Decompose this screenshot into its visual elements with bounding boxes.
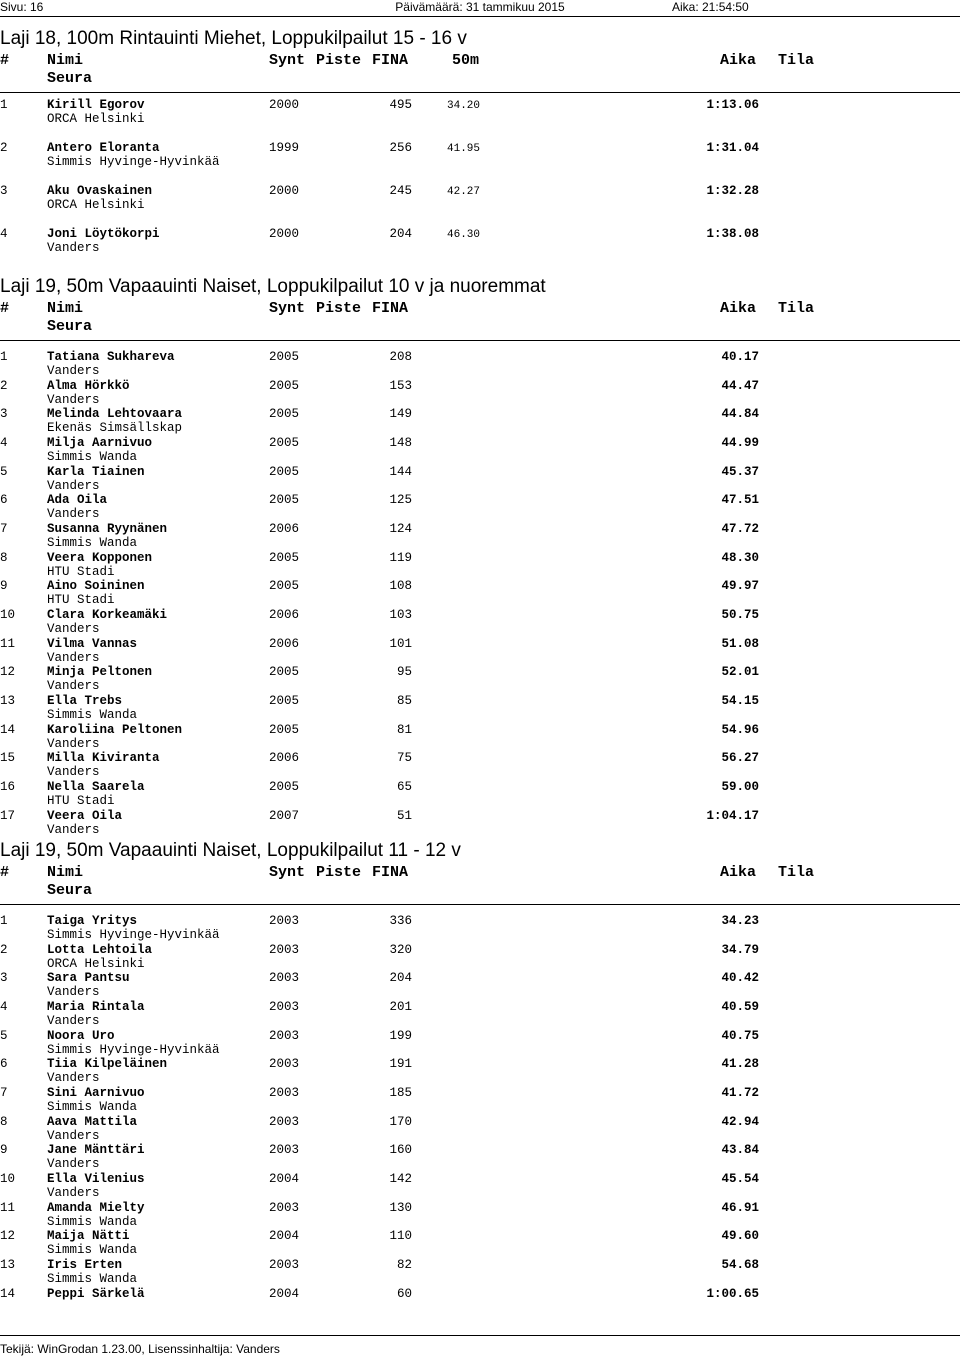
result-row bbox=[0, 141, 960, 169]
club-name: Vanders bbox=[47, 765, 100, 780]
result-rank: 7 bbox=[0, 522, 8, 537]
swimmer-name: Veera Oila bbox=[47, 808, 123, 823]
club-name: Vanders bbox=[47, 392, 100, 407]
swimmer-name: Aava Mattila bbox=[47, 1114, 138, 1129]
col-status-header: Tila bbox=[778, 52, 815, 69]
col-status-header: Tila bbox=[778, 300, 815, 317]
fina-points: 130 bbox=[389, 1200, 412, 1215]
final-time: 45.54 bbox=[721, 1172, 759, 1187]
result-rank: 10 bbox=[0, 1172, 16, 1187]
fina-points: 124 bbox=[389, 522, 412, 537]
col-points-header: Piste bbox=[316, 52, 362, 69]
swimmer-name: Iris Erten bbox=[47, 1258, 123, 1273]
final-time: 40.59 bbox=[721, 1000, 759, 1014]
fina-points: 191 bbox=[389, 1057, 412, 1072]
final-time: 43.84 bbox=[721, 1143, 759, 1158]
swimmer-name: Sini Aarnivuo bbox=[47, 1086, 145, 1101]
result-row bbox=[0, 1000, 960, 1028]
col-rank-header: # bbox=[0, 864, 10, 881]
birth-year: 2003 bbox=[269, 1000, 300, 1014]
result-row bbox=[0, 465, 960, 493]
result-rank: 14 bbox=[0, 1286, 16, 1301]
birth-year: 1999 bbox=[269, 141, 300, 155]
col-split-header: 50m bbox=[452, 52, 480, 69]
result-rank: 3 bbox=[0, 184, 8, 198]
column-header bbox=[0, 300, 960, 336]
birth-year: 2003 bbox=[269, 971, 300, 986]
final-time: 1:38.08 bbox=[706, 227, 759, 241]
birth-year: 2003 bbox=[269, 1028, 300, 1043]
fina-points: 108 bbox=[389, 579, 412, 594]
club-name: HTU Stadi bbox=[47, 593, 115, 608]
birth-year: 2004 bbox=[269, 1286, 300, 1301]
final-time: 40.75 bbox=[721, 1028, 759, 1043]
fina-points: 495 bbox=[389, 98, 412, 112]
col-year-header: Synt bbox=[269, 864, 306, 881]
swimmer-name: Tatiana Sukhareva bbox=[47, 350, 175, 364]
fina-points: 142 bbox=[389, 1172, 412, 1187]
club-name: Simmis Wanda bbox=[47, 536, 138, 551]
column-header bbox=[0, 52, 960, 88]
club-name: Vanders bbox=[47, 650, 100, 665]
swimmer-name: Veera Kopponen bbox=[47, 550, 153, 565]
club-name: Vanders bbox=[47, 507, 100, 522]
club-name: Simmis Wanda bbox=[47, 1272, 138, 1287]
club-name: Vanders bbox=[47, 736, 100, 751]
fina-points: 170 bbox=[389, 1114, 412, 1129]
fina-points: 101 bbox=[389, 636, 412, 651]
result-rank: 11 bbox=[0, 636, 16, 651]
club-name: Vanders bbox=[47, 1014, 100, 1028]
result-row bbox=[0, 1057, 960, 1085]
fina-points: 82 bbox=[396, 1258, 412, 1273]
result-rank: 6 bbox=[0, 1057, 8, 1072]
final-time: 47.51 bbox=[721, 493, 759, 508]
birth-year: 2003 bbox=[269, 1086, 300, 1101]
fina-points: 320 bbox=[389, 942, 412, 957]
fina-points: 75 bbox=[396, 751, 412, 766]
result-row bbox=[0, 694, 960, 722]
col-fina-header: FINA bbox=[372, 52, 409, 69]
birth-year: 2007 bbox=[269, 808, 300, 823]
final-time: 49.60 bbox=[721, 1229, 759, 1244]
col-club-header: Seura bbox=[47, 70, 93, 87]
page-header bbox=[0, 0, 960, 14]
col-points-header: Piste bbox=[316, 864, 362, 881]
final-time: 47.72 bbox=[721, 522, 759, 537]
fina-points: 103 bbox=[389, 608, 412, 623]
swimmer-name: Ella Trebs bbox=[47, 694, 123, 709]
result-row bbox=[0, 1172, 960, 1200]
birth-year: 2004 bbox=[269, 1172, 300, 1187]
print-date: Päivämäärä: 31 tammikuu 2015 bbox=[395, 0, 565, 14]
result-rank: 2 bbox=[0, 378, 8, 393]
final-time: 34.79 bbox=[721, 942, 759, 957]
final-time: 1:13.06 bbox=[706, 98, 759, 112]
fina-points: 204 bbox=[389, 971, 412, 986]
result-row bbox=[0, 522, 960, 550]
col-year-header: Synt bbox=[269, 300, 306, 317]
result-row bbox=[0, 751, 960, 779]
result-row bbox=[0, 579, 960, 607]
final-time: 52.01 bbox=[721, 665, 759, 680]
birth-year: 2003 bbox=[269, 914, 300, 928]
club-name: Vanders bbox=[47, 679, 100, 694]
result-row bbox=[0, 1229, 960, 1257]
result-row bbox=[0, 350, 960, 378]
col-name-header: Nimi bbox=[47, 300, 84, 317]
split-50m: 42.27 bbox=[447, 186, 481, 198]
col-status-header: Tila bbox=[778, 864, 815, 881]
fina-points: 65 bbox=[396, 780, 412, 795]
club-name: Vanders bbox=[47, 1128, 100, 1143]
footer-divider bbox=[0, 1335, 960, 1336]
birth-year: 2000 bbox=[269, 227, 300, 241]
result-row bbox=[0, 407, 960, 435]
result-rank: 1 bbox=[0, 350, 8, 364]
result-rank: 3 bbox=[0, 971, 8, 986]
final-time: 54.15 bbox=[721, 694, 759, 709]
club-name: Simmis Hyvinge-Hyvinkää bbox=[47, 928, 220, 942]
result-rank: 4 bbox=[0, 436, 8, 450]
final-time: 54.96 bbox=[721, 722, 759, 737]
final-time: 48.30 bbox=[721, 550, 759, 565]
birth-year: 2006 bbox=[269, 522, 300, 537]
result-row bbox=[0, 1287, 960, 1315]
swimmer-name: Lotta Lehtoila bbox=[47, 942, 153, 957]
swimmer-name: Maija Nätti bbox=[47, 1229, 130, 1244]
club-name: Simmis Hyvinge-Hyvinkää bbox=[47, 1042, 220, 1057]
final-time: 45.37 bbox=[721, 464, 759, 479]
column-header bbox=[0, 864, 960, 900]
birth-year: 2005 bbox=[269, 579, 300, 594]
fina-points: 125 bbox=[389, 493, 412, 508]
club-name: Simmis Wanda bbox=[47, 1100, 138, 1115]
swimmer-name: Alma Hörkkö bbox=[47, 378, 130, 393]
result-rank: 9 bbox=[0, 579, 8, 594]
result-row bbox=[0, 1143, 960, 1171]
result-rank: 11 bbox=[0, 1200, 16, 1215]
birth-year: 2003 bbox=[269, 1114, 300, 1129]
club-name: HTU Stadi bbox=[47, 794, 115, 809]
result-row bbox=[0, 914, 960, 942]
result-row bbox=[0, 809, 960, 837]
club-name: Vanders bbox=[47, 241, 100, 255]
header-rule bbox=[0, 904, 960, 905]
birth-year: 2005 bbox=[269, 722, 300, 737]
result-row bbox=[0, 436, 960, 464]
col-club-header: Seura bbox=[47, 318, 93, 335]
result-row bbox=[0, 1086, 960, 1114]
swimmer-name: Tiia Kilpeläinen bbox=[47, 1057, 168, 1072]
result-rank: 6 bbox=[0, 493, 8, 508]
col-points-header: Piste bbox=[316, 300, 362, 317]
birth-year: 2006 bbox=[269, 751, 300, 766]
birth-year: 2005 bbox=[269, 436, 300, 450]
birth-year: 2005 bbox=[269, 407, 300, 422]
birth-year: 2006 bbox=[269, 636, 300, 651]
fina-points: 160 bbox=[389, 1143, 412, 1158]
result-rank: 15 bbox=[0, 751, 16, 766]
result-rank: 12 bbox=[0, 665, 16, 680]
col-fina-header: FINA bbox=[372, 864, 409, 881]
fina-points: 60 bbox=[396, 1286, 412, 1301]
club-name: Vanders bbox=[47, 1186, 100, 1201]
club-name: ORCA Helsinki bbox=[47, 956, 145, 971]
swimmer-name: Milja Aarnivuo bbox=[47, 436, 153, 450]
result-row bbox=[0, 1115, 960, 1143]
fina-points: 185 bbox=[389, 1086, 412, 1101]
fina-points: 81 bbox=[396, 722, 412, 737]
swimmer-name: Minja Peltonen bbox=[47, 665, 153, 680]
swimmer-name: Joni Löytökorpi bbox=[47, 227, 160, 241]
fina-points: 199 bbox=[389, 1028, 412, 1043]
result-rank: 8 bbox=[0, 1114, 8, 1129]
col-name-header: Nimi bbox=[47, 864, 84, 881]
swimmer-name: Jane Mänttäri bbox=[47, 1143, 145, 1158]
swimmer-name: Ella Vilenius bbox=[47, 1172, 145, 1187]
final-time: 1:00.65 bbox=[706, 1286, 759, 1301]
fina-points: 51 bbox=[396, 808, 412, 823]
club-name: Simmis Wanda bbox=[47, 1214, 138, 1229]
fina-points: 148 bbox=[389, 436, 412, 450]
birth-year: 2005 bbox=[269, 694, 300, 709]
swimmer-name: Aku Ovaskainen bbox=[47, 184, 153, 198]
birth-year: 2005 bbox=[269, 464, 300, 479]
club-name: Vanders bbox=[47, 985, 100, 1000]
club-name: Vanders bbox=[47, 822, 100, 837]
result-row bbox=[0, 723, 960, 751]
final-time: 51.08 bbox=[721, 636, 759, 651]
swimmer-name: Susanna Ryynänen bbox=[47, 522, 168, 537]
birth-year: 2005 bbox=[269, 665, 300, 680]
final-time: 44.99 bbox=[721, 436, 759, 450]
result-row bbox=[0, 227, 960, 255]
birth-year: 2005 bbox=[269, 780, 300, 795]
swimmer-name: Peppi Särkelä bbox=[47, 1286, 145, 1301]
result-rank: 4 bbox=[0, 1000, 8, 1014]
final-time: 59.00 bbox=[721, 780, 759, 795]
swimmer-name: Karoliina Peltonen bbox=[47, 722, 183, 737]
swimmer-name: Melinda Lehtovaara bbox=[47, 407, 183, 422]
fina-points: 204 bbox=[389, 227, 412, 241]
event-title: Laji 19, 50m Vapaauinti Naiset, Loppukilpailut 11 - 12 v bbox=[0, 840, 461, 861]
result-rank: 13 bbox=[0, 694, 16, 709]
club-name: Vanders bbox=[47, 364, 100, 378]
final-time: 1:32.28 bbox=[706, 184, 759, 198]
header-rule bbox=[0, 92, 960, 93]
swimmer-name: Milla Kiviranta bbox=[47, 751, 160, 766]
final-time: 42.94 bbox=[721, 1114, 759, 1129]
final-time: 49.97 bbox=[721, 579, 759, 594]
result-row bbox=[0, 608, 960, 636]
result-row bbox=[0, 98, 960, 126]
club-name: Simmis Wanda bbox=[47, 450, 138, 464]
result-row bbox=[0, 184, 960, 212]
swimmer-name: Sara Pantsu bbox=[47, 971, 130, 986]
club-name: Simmis Wanda bbox=[47, 708, 138, 723]
header-rule bbox=[0, 340, 960, 341]
swimmer-name: Nella Saarela bbox=[47, 780, 145, 795]
birth-year: 2000 bbox=[269, 98, 300, 112]
club-name: Vanders bbox=[47, 1071, 100, 1086]
final-time: 41.28 bbox=[721, 1057, 759, 1072]
final-time: 1:31.04 bbox=[706, 141, 759, 155]
swimmer-name: Noora Uro bbox=[47, 1028, 115, 1043]
col-name-header: Nimi bbox=[47, 52, 84, 69]
result-row bbox=[0, 971, 960, 999]
final-time: 40.42 bbox=[721, 971, 759, 986]
col-year-header: Synt bbox=[269, 52, 306, 69]
result-rank: 5 bbox=[0, 464, 8, 479]
result-rank: 2 bbox=[0, 942, 8, 957]
result-row bbox=[0, 551, 960, 579]
birth-year: 2005 bbox=[269, 378, 300, 393]
final-time: 44.84 bbox=[721, 407, 759, 422]
result-row bbox=[0, 637, 960, 665]
result-rank: 17 bbox=[0, 808, 16, 823]
club-name: ORCA Helsinki bbox=[47, 198, 145, 212]
result-rank: 5 bbox=[0, 1028, 8, 1043]
birth-year: 2005 bbox=[269, 493, 300, 508]
result-row bbox=[0, 780, 960, 808]
fina-points: 144 bbox=[389, 464, 412, 479]
swimmer-name: Vilma Vannas bbox=[47, 636, 138, 651]
fina-points: 85 bbox=[396, 694, 412, 709]
col-fina-header: FINA bbox=[372, 300, 409, 317]
final-time: 46.91 bbox=[721, 1200, 759, 1215]
result-rank: 10 bbox=[0, 608, 16, 623]
result-rank: 1 bbox=[0, 98, 8, 112]
final-time: 54.68 bbox=[721, 1258, 759, 1273]
col-rank-header: # bbox=[0, 52, 10, 69]
swimmer-name: Taiga Yritys bbox=[47, 914, 138, 928]
final-time: 56.27 bbox=[721, 751, 759, 766]
col-time-header: Aika bbox=[720, 864, 757, 881]
swimmer-name: Maria Rintala bbox=[47, 1000, 145, 1014]
club-name: Vanders bbox=[47, 622, 100, 637]
result-rank: 9 bbox=[0, 1143, 8, 1158]
club-name: Simmis Wanda bbox=[47, 1243, 138, 1258]
col-rank-header: # bbox=[0, 300, 10, 317]
swimmer-name: Karla Tiainen bbox=[47, 464, 145, 479]
swimmer-name: Antero Eloranta bbox=[47, 141, 160, 155]
fina-points: 245 bbox=[389, 184, 412, 198]
club-name: Vanders bbox=[47, 478, 100, 493]
birth-year: 2000 bbox=[269, 184, 300, 198]
swimmer-name: Ada Oila bbox=[47, 493, 108, 508]
col-time-header: Aika bbox=[720, 300, 757, 317]
club-name: Simmis Hyvinge-Hyvinkää bbox=[47, 155, 220, 169]
swimmer-name: Clara Korkeamäki bbox=[47, 608, 168, 623]
fina-points: 119 bbox=[389, 550, 412, 565]
result-row bbox=[0, 665, 960, 693]
final-time: 1:04.17 bbox=[706, 808, 759, 823]
result-rank: 16 bbox=[0, 780, 16, 795]
birth-year: 2005 bbox=[269, 550, 300, 565]
result-rank: 2 bbox=[0, 141, 8, 155]
birth-year: 2003 bbox=[269, 942, 300, 957]
result-rank: 12 bbox=[0, 1229, 16, 1244]
page-number: Sivu: 16 bbox=[0, 0, 44, 14]
birth-year: 2003 bbox=[269, 1057, 300, 1072]
result-row bbox=[0, 943, 960, 971]
result-rank: 13 bbox=[0, 1258, 16, 1273]
fina-points: 153 bbox=[389, 378, 412, 393]
birth-year: 2004 bbox=[269, 1229, 300, 1244]
final-time: 41.72 bbox=[721, 1086, 759, 1101]
result-rank: 4 bbox=[0, 227, 8, 241]
fina-points: 110 bbox=[389, 1229, 412, 1244]
result-row bbox=[0, 1029, 960, 1057]
birth-year: 2003 bbox=[269, 1143, 300, 1158]
final-time: 44.47 bbox=[721, 378, 759, 393]
event-title: Laji 19, 50m Vapaauinti Naiset, Loppukilpailut 10 v ja nuoremmat bbox=[0, 276, 546, 297]
result-row bbox=[0, 1201, 960, 1229]
fina-points: 256 bbox=[389, 141, 412, 155]
birth-year: 2003 bbox=[269, 1258, 300, 1273]
page-footer: Tekijä: WinGrodan 1.23.00, Lisenssinhaltija: Vanders bbox=[0, 1342, 280, 1356]
club-name: Ekenäs Simsällskap bbox=[47, 421, 183, 436]
result-rank: 7 bbox=[0, 1086, 8, 1101]
split-50m: 34.20 bbox=[447, 100, 481, 112]
fina-points: 336 bbox=[389, 914, 412, 928]
birth-year: 2003 bbox=[269, 1200, 300, 1215]
swimmer-name: Amanda Mielty bbox=[47, 1200, 145, 1215]
birth-year: 2006 bbox=[269, 608, 300, 623]
club-name: ORCA Helsinki bbox=[47, 112, 145, 126]
result-rank: 14 bbox=[0, 722, 16, 737]
club-name: HTU Stadi bbox=[47, 564, 115, 579]
result-row bbox=[0, 1258, 960, 1286]
final-time: 40.17 bbox=[721, 350, 759, 364]
print-time: Aika: 21:54:50 bbox=[672, 0, 749, 14]
result-rank: 1 bbox=[0, 914, 8, 928]
fina-points: 201 bbox=[389, 1000, 412, 1014]
header-divider bbox=[0, 16, 960, 17]
event-title: Laji 18, 100m Rintauinti Miehet, Loppukilpailut 15 - 16 v bbox=[0, 28, 467, 49]
club-name: Vanders bbox=[47, 1157, 100, 1172]
result-rank: 3 bbox=[0, 407, 8, 422]
col-time-header: Aika bbox=[720, 52, 757, 69]
split-50m: 46.30 bbox=[447, 229, 481, 241]
birth-year: 2005 bbox=[269, 350, 300, 364]
fina-points: 95 bbox=[396, 665, 412, 680]
col-club-header: Seura bbox=[47, 882, 93, 899]
fina-points: 149 bbox=[389, 407, 412, 422]
result-rank: 8 bbox=[0, 550, 8, 565]
result-row bbox=[0, 493, 960, 521]
split-50m: 41.95 bbox=[447, 143, 481, 155]
swimmer-name: Aino Soininen bbox=[47, 579, 145, 594]
result-row bbox=[0, 379, 960, 407]
swimmer-name: Kirill Egorov bbox=[47, 98, 145, 112]
fina-points: 208 bbox=[389, 350, 412, 364]
final-time: 50.75 bbox=[721, 608, 759, 623]
final-time: 34.23 bbox=[721, 914, 759, 928]
